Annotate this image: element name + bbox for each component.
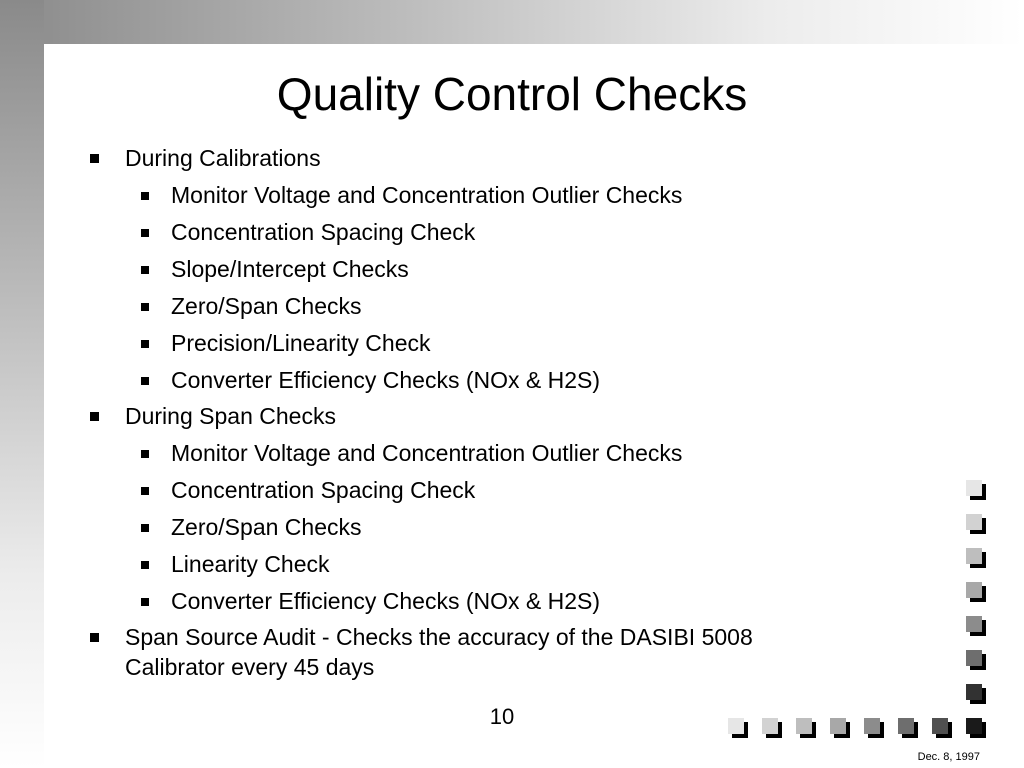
bullet-square-icon [141, 450, 149, 458]
list-item [171, 291, 361, 321]
list-item-text-continuation: Calibrator every 45 days [125, 654, 375, 680]
list-item-text: Slope/Intercept Checks [171, 256, 409, 282]
list-item [171, 365, 600, 395]
decor-square-icon [966, 480, 982, 496]
bullet-square-icon [141, 192, 149, 200]
decor-square-icon [966, 548, 982, 564]
list-item [125, 622, 753, 682]
bullet-square-icon [141, 266, 149, 274]
list-item [171, 180, 682, 210]
list-item-text: Converter Efficiency Checks (NOx & H2S) [171, 367, 601, 393]
list-item [171, 512, 361, 542]
slide-title: Quality Control Checks [276, 68, 748, 120]
decor-square-icon [762, 718, 778, 734]
decor-square-icon [898, 718, 914, 734]
decor-square-icon [966, 514, 982, 530]
bullet-square-icon [90, 412, 99, 421]
list-item [171, 328, 431, 358]
list-item [171, 254, 409, 284]
list-item-text: Concentration Spacing Check [171, 477, 476, 503]
list-item-text: Zero/Span Checks [171, 293, 362, 319]
list-item-text: During Calibrations [125, 145, 321, 171]
list-item-text: Precision/Linearity Check [171, 330, 431, 356]
decor-square-icon [966, 650, 982, 666]
decor-square-icon [966, 582, 982, 598]
list-item [125, 143, 321, 173]
decor-square-icon [932, 718, 948, 734]
decor-square-icon [966, 718, 982, 734]
decor-square-icon [728, 718, 744, 734]
list-item-text: During Span Checks [125, 403, 336, 429]
bullet-square-icon [141, 487, 149, 495]
list-item-text: Monitor Voltage and Concentration Outlier Checks [171, 440, 683, 466]
list-item-text: Concentration Spacing Check [171, 219, 476, 245]
list-item [171, 586, 600, 616]
list-item-text: Linearity Check [171, 551, 330, 577]
bullet-square-icon [141, 377, 149, 385]
bullet-square-icon [141, 303, 149, 311]
list-item [171, 438, 682, 468]
list-item [125, 401, 336, 431]
bullet-square-icon [141, 229, 149, 237]
decor-square-icon [796, 718, 812, 734]
list-item [171, 217, 475, 247]
bullet-square-icon [90, 154, 99, 163]
list-item-text: Zero/Span Checks [171, 514, 362, 540]
bullet-square-icon [141, 598, 149, 606]
decor-square-icon [830, 718, 846, 734]
bullet-square-icon [141, 524, 149, 532]
list-item-text: Converter Efficiency Checks (NOx & H2S) [171, 588, 601, 614]
list-item [171, 475, 475, 505]
decor-square-icon [966, 684, 982, 700]
list-item [171, 549, 330, 579]
decor-square-icon [966, 616, 982, 632]
list-item-text: Span Source Audit - Checks the accuracy of the DASIBI 5008 [125, 624, 753, 650]
bullet-square-icon [141, 561, 149, 569]
list-item-text: Monitor Voltage and Concentration Outlier Checks [171, 182, 683, 208]
bullet-square-icon [90, 633, 99, 642]
page-number: 10 [489, 704, 515, 729]
decor-square-icon [864, 718, 880, 734]
bullet-square-icon [141, 340, 149, 348]
footer-date: Dec. 8, 1997 [917, 751, 980, 763]
